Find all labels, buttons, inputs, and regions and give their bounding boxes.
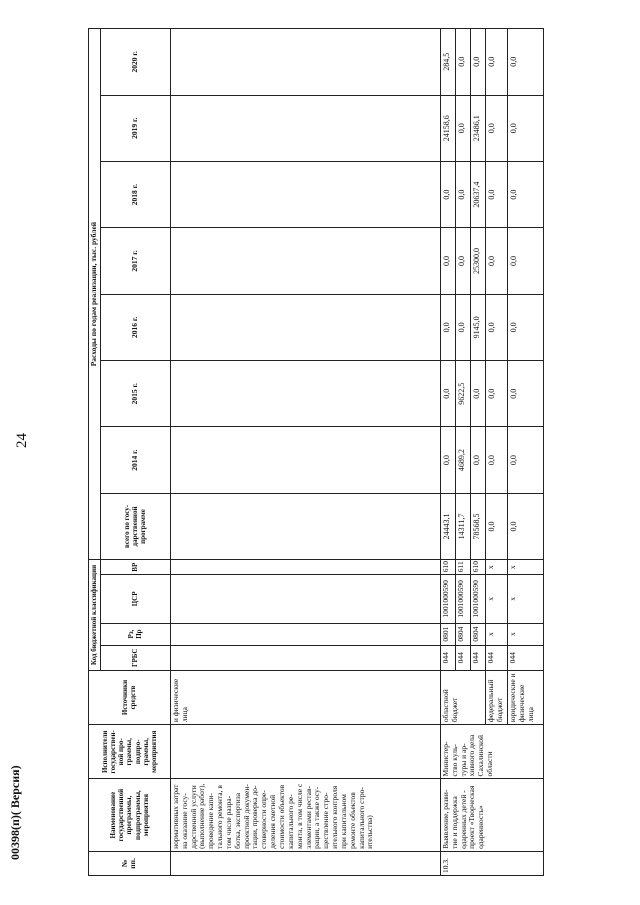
grbs-cell: 044 — [485, 645, 507, 670]
value-cell: 4689,2 — [455, 427, 470, 493]
continuation-row — [170, 29, 440, 876]
budget-table — [88, 28, 544, 876]
value-cell: 0,0 — [455, 161, 470, 227]
header-vr: ВР — [100, 560, 170, 575]
header-name: Наименование государственной программы, подпрограммы, мероприятия — [89, 779, 171, 851]
rzpr-cell: 0801 — [440, 623, 455, 645]
header-year: 2014 г. — [100, 427, 170, 493]
value-cell: 0,0 — [470, 29, 485, 96]
csr-cell: х — [507, 575, 543, 623]
value-cell: 24158,6 — [440, 95, 455, 161]
rzpr-cell: х — [507, 623, 543, 645]
value-cell: 0,0 — [485, 228, 507, 294]
value-cell: 0,0 — [440, 228, 455, 294]
header-year: 2020 г. — [100, 29, 170, 96]
value-cell: 0,0 — [507, 29, 543, 96]
header-year: 2017 г. — [100, 228, 170, 294]
value-cell: 0,0 — [485, 29, 507, 96]
value-cell: 0,0 — [485, 95, 507, 161]
grbs-cell: 044 — [507, 645, 543, 670]
csr-cell: 1001000590 — [455, 575, 470, 623]
value-cell: 0,0 — [485, 427, 507, 493]
value-cell: 284,5 — [440, 29, 455, 96]
rzpr-cell: х — [485, 623, 507, 645]
value-cell: 0,0 — [507, 294, 543, 360]
header-row-1 — [89, 29, 101, 876]
csr-cell: 1001000590 — [470, 575, 485, 623]
value-cell: 23486,1 — [470, 95, 485, 161]
total-cell: 14311,7 — [455, 493, 470, 559]
row-source: областной бюджет — [440, 670, 485, 724]
vr-cell: х — [507, 560, 543, 575]
header-grbs: ГРБС — [100, 645, 170, 670]
header-source: Источники средств — [89, 670, 171, 724]
rzpr-cell: 0804 — [470, 623, 485, 645]
value-cell: 0,0 — [485, 294, 507, 360]
row-source: юридические и физические лица — [507, 670, 543, 724]
value-cell: 0,0 — [507, 161, 543, 227]
vr-cell: 611 — [455, 560, 470, 575]
total-cell: 0,0 — [485, 493, 507, 559]
value-cell: 0,0 — [470, 427, 485, 493]
grbs-cell: 044 — [440, 645, 455, 670]
vr-cell: 610 — [470, 560, 485, 575]
value-cell: 0,0 — [507, 95, 543, 161]
page-number: 24 — [14, 433, 30, 448]
row-executor: Министер- ство куль- туры и ар- хивного дела Сахалинской области — [440, 725, 543, 779]
value-cell: 0,0 — [485, 161, 507, 227]
value-cell: 0,0 — [485, 361, 507, 427]
value-cell: 0,0 — [455, 95, 470, 161]
row-name: Выявление, разви- тие и поддержка одаренных детей - проект «Творческая одаренность» — [440, 779, 543, 851]
value-cell: 0,0 — [455, 29, 470, 96]
header-year: 2015 г. — [100, 361, 170, 427]
value-cell: 0,0 — [507, 361, 543, 427]
header-executor: Исполнители государствен- ной про- граммы, подпро- граммы, мероприятия — [89, 725, 171, 779]
value-cell: 20637,4 — [470, 161, 485, 227]
value-cell: 25300,0 — [470, 228, 485, 294]
value-cell: 0,0 — [440, 294, 455, 360]
total-cell: 78568,5 — [470, 493, 485, 559]
continuation-source: и физические лица — [170, 670, 440, 724]
csr-cell: х — [485, 575, 507, 623]
value-cell: 0,0 — [440, 161, 455, 227]
header-year: 2018 г. — [100, 161, 170, 227]
value-cell: 0,0 — [507, 427, 543, 493]
header-budget-code: Код бюджетной классификации — [89, 560, 101, 671]
grbs-cell: 044 — [470, 645, 485, 670]
rzpr-cell: 0804 — [455, 623, 470, 645]
value-cell: 0,0 — [440, 427, 455, 493]
budget-table-container — [88, 28, 558, 876]
value-cell: 0,0 — [507, 228, 543, 294]
total-cell: 0,0 — [507, 493, 543, 559]
value-cell: 0,0 — [470, 361, 485, 427]
header-rzpr: Рз, Пр — [100, 623, 170, 645]
header-year: 2019 г. — [100, 95, 170, 161]
table-row — [440, 29, 455, 876]
header-num: № пп. — [89, 851, 171, 875]
value-cell: 9622,5 — [455, 361, 470, 427]
vr-cell: 610 — [440, 560, 455, 575]
header-expenses: Расходы по годам реализации, тыс. рублей — [89, 29, 101, 560]
header-total: всего по госу- дарственной программе — [100, 493, 170, 559]
header-csr: ЦСР — [100, 575, 170, 623]
value-cell: 9145,0 — [470, 294, 485, 360]
value-cell: 0,0 — [455, 294, 470, 360]
value-cell: 0,0 — [440, 361, 455, 427]
vr-cell: х — [485, 560, 507, 575]
header-year: 2016 г. — [100, 294, 170, 360]
grbs-cell: 044 — [455, 645, 470, 670]
row-source: федеральный бюджет — [485, 670, 507, 724]
value-cell: 0,0 — [455, 228, 470, 294]
total-cell: 24443,1 — [440, 493, 455, 559]
document-footer: 00398(п)( Версия) — [8, 765, 22, 860]
csr-cell: 1001000590 — [440, 575, 455, 623]
row-num: 10.3. — [440, 851, 543, 875]
continuation-name: нормативных затрат на оказание госу- дарственной услуги (выполнение работ), проведение капи- тального ремонта, в том числе разра- ботка, экспертиза проектной докумен- тации, проверка до- стоверности опре- деления сметной стоимости объектов капитального ре- монта, в том числе с элементами рестав- рации, а также осу- ществление стро- ительного контроля при капитальном ремонте объектов капитального стро- ительства) — [170, 779, 440, 851]
